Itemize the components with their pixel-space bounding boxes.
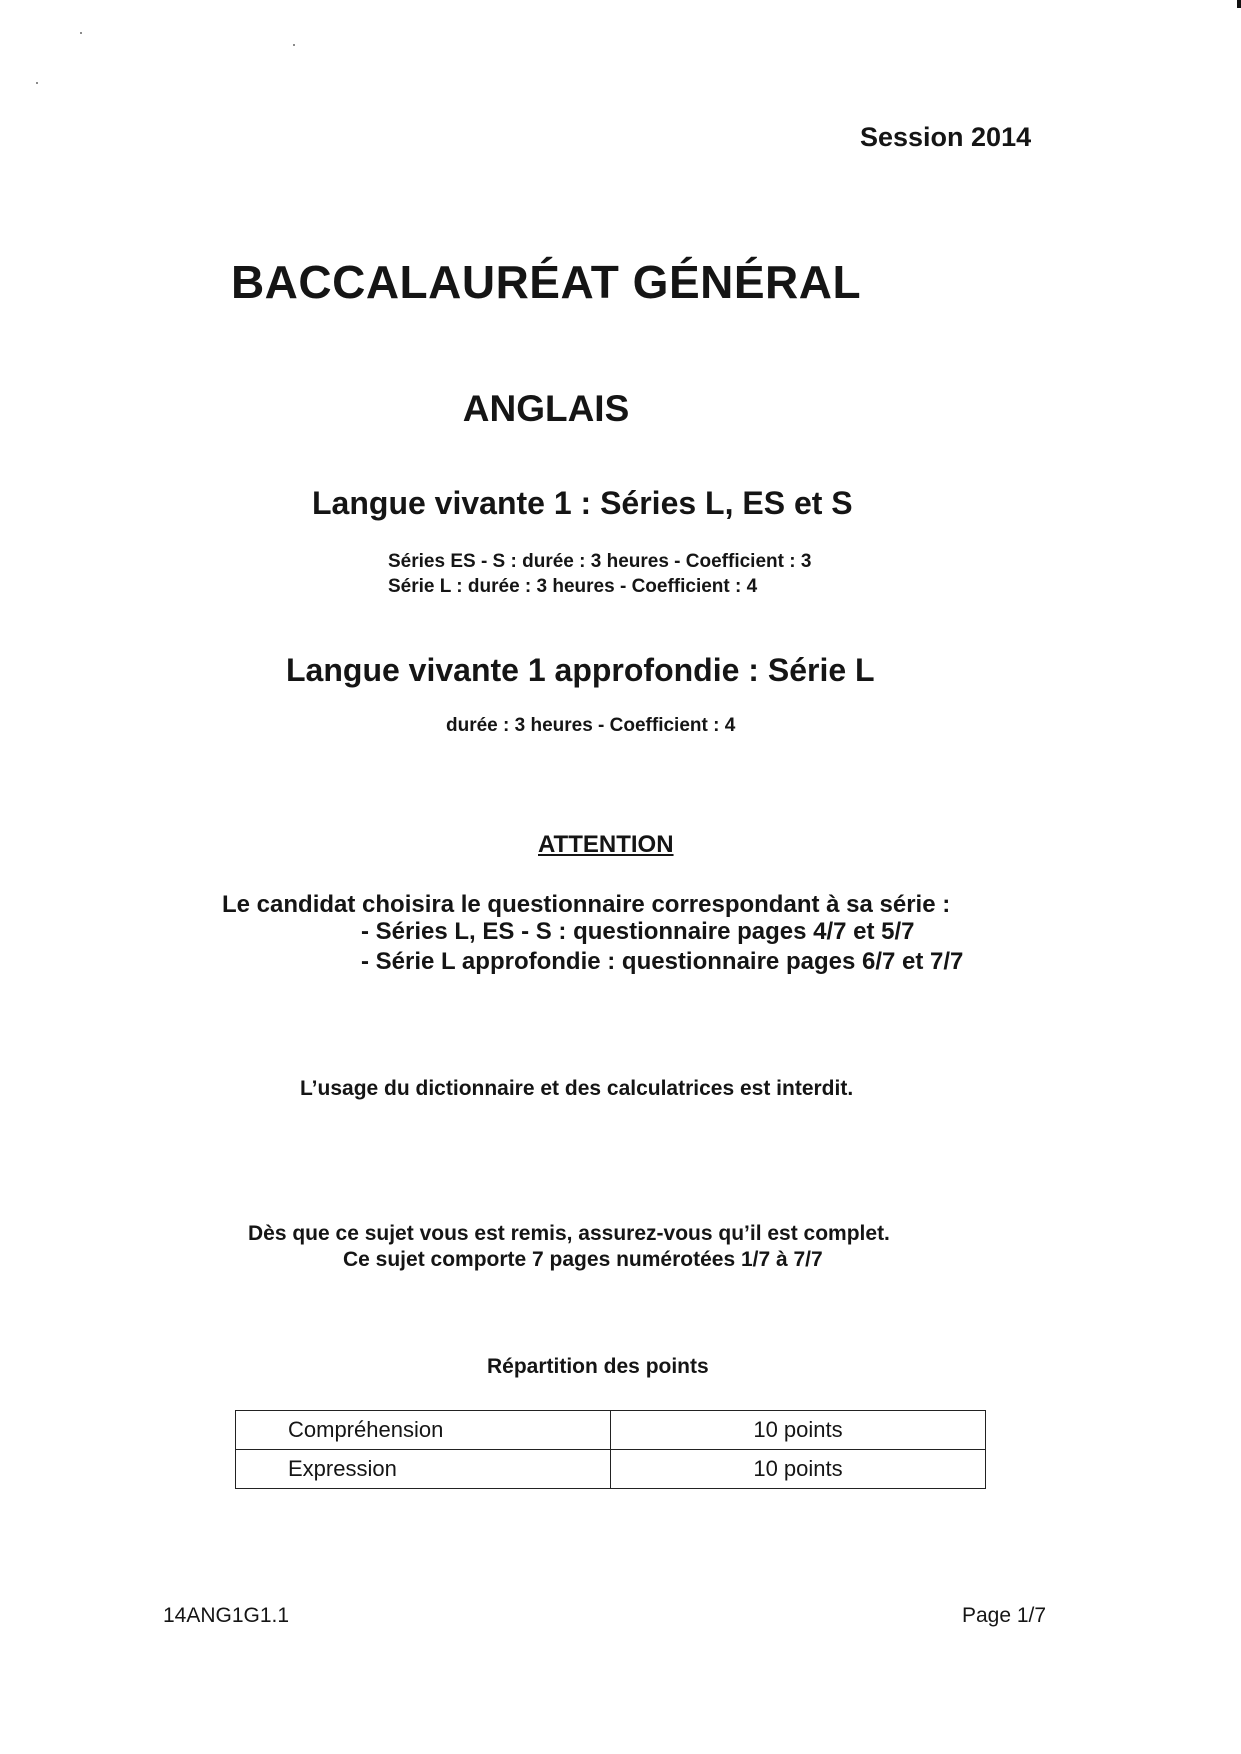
lv1-heading: Langue vivante 1 : Séries L, ES et S xyxy=(312,485,853,521)
exam-title: BACCALAURÉAT GÉNÉRAL xyxy=(230,256,862,308)
table-cell-points: 10 points xyxy=(611,1411,986,1450)
session-label: Session 2014 xyxy=(860,122,1032,152)
table-cell-label: Expression xyxy=(236,1450,611,1489)
scan-edge-mark xyxy=(1237,0,1241,8)
points-table xyxy=(235,1410,986,1489)
scan-speck xyxy=(36,82,38,84)
repartition-title: Répartition des points xyxy=(487,1355,709,1378)
attention-intro: Le candidat choisira le questionnaire correspondant à sa série : xyxy=(222,891,951,918)
scan-speck xyxy=(80,32,82,34)
lv1-approfondie-duration: durée : 3 heures - Coefficient : 4 xyxy=(446,715,736,736)
table-cell-label: Compréhension xyxy=(236,1411,611,1450)
lv1-duration-l: Série L : durée : 3 heures - Coefficient : 4 xyxy=(388,576,758,597)
attention-item-2: - Série L approfondie : questionnaire pages 6/7 et 7/7 xyxy=(361,948,964,975)
notice-dictionary: L’usage du dictionnaire et des calculatrices est interdit. xyxy=(300,1077,854,1100)
scan-speck xyxy=(293,44,295,46)
table-row xyxy=(236,1450,986,1489)
subject-title: ANGLAIS xyxy=(462,388,630,429)
lv1-duration-es-s: Séries ES - S : durée : 3 heures - Coefficient : 3 xyxy=(388,551,812,572)
notice-complete-line-2: Ce sujet comporte 7 pages numérotées 1/7 à 7/7 xyxy=(343,1248,823,1271)
attention-title: ATTENTION xyxy=(538,831,674,858)
footer-code: 14ANG1G1.1 xyxy=(163,1604,290,1627)
attention-item-1: - Séries L, ES - S : questionnaire pages 4/7 et 5/7 xyxy=(361,918,915,945)
table-cell-points: 10 points xyxy=(611,1450,986,1489)
table-row xyxy=(236,1411,986,1450)
notice-complete-line-1: Dès que ce sujet vous est remis, assurez-vous qu’il est complet. xyxy=(248,1222,890,1245)
lv1-approfondie-heading: Langue vivante 1 approfondie : Série L xyxy=(286,652,875,688)
footer-page-number: Page 1/7 xyxy=(962,1604,1047,1627)
